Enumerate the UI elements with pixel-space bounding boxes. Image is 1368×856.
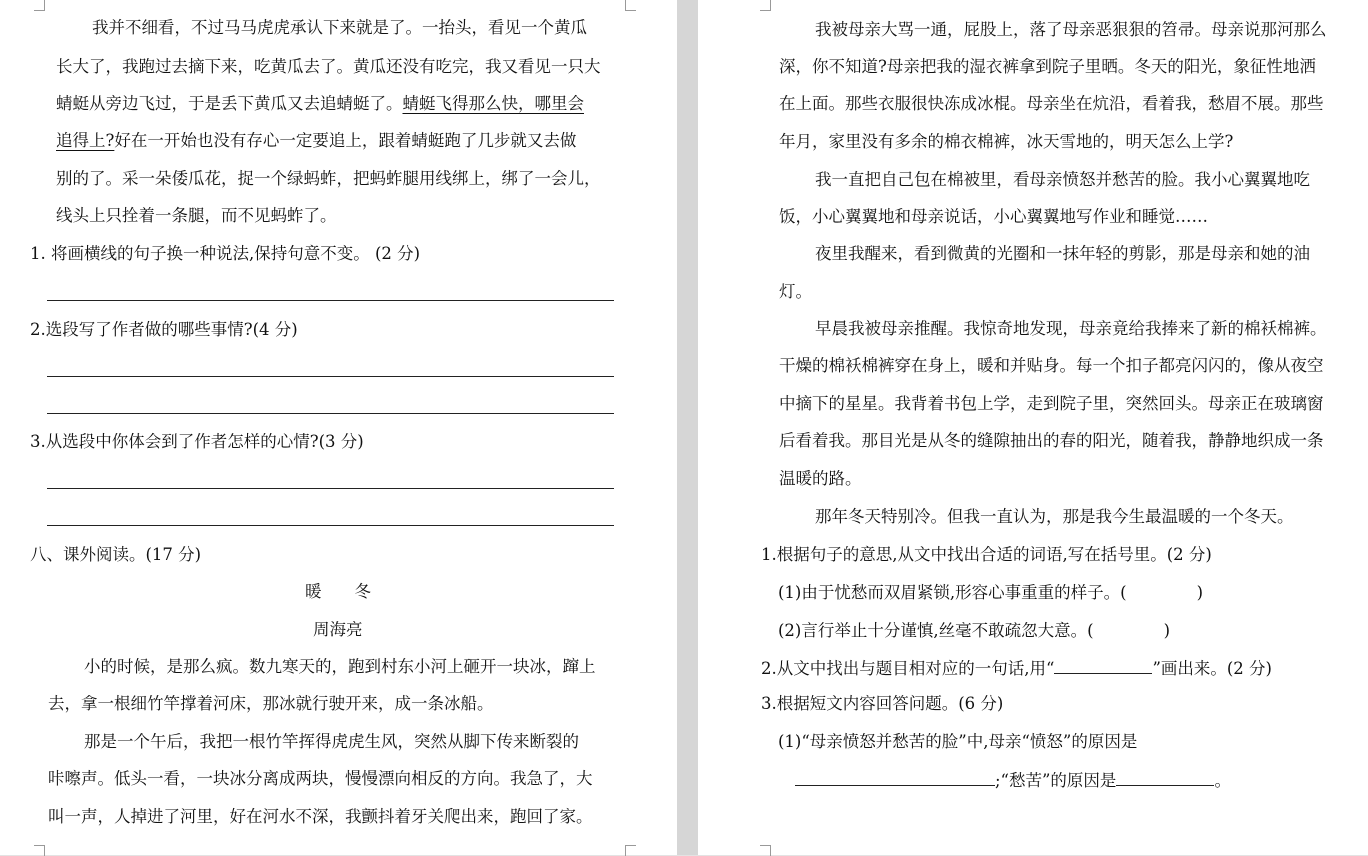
section-heading: 八、课外阅读。(17 分) — [30, 545, 202, 564]
passage-line: 我并不细看，不过马马虎虎承认下来就是了。一抬头，看见一个黄瓜 — [92, 18, 587, 37]
passage-line: 长大了，我跑过去摘下来，吃黄瓜去了。黄瓜还没有吃完，我又看见一只大 — [56, 57, 601, 76]
story-line: 那年冬天特别冷。但我一直认为，那是我今生最温暖的一个冬天。 — [815, 507, 1294, 526]
question-1: 1. 将画横线的句子换一种说法,保持句意不变。 (2 分) — [30, 244, 421, 263]
answer-blank[interactable] — [795, 769, 995, 786]
underlined-sentence: 追得上? — [56, 131, 115, 150]
story-line: 在上面。那些衣服很快冻成冰棍。母亲坐在炕沿，看着我，愁眉不展。那些 — [779, 94, 1324, 113]
article-title: 暖 冬 — [305, 582, 371, 601]
answer-line[interactable] — [47, 488, 614, 489]
story-line: 后看着我。那目光是从冬的缝隙抽出的春的阳光，随着我，静静地织成一条 — [779, 431, 1324, 450]
story-line: 干燥的棉袄棉裤穿在身上，暖和并贴身。每一个扣子都亮闪闪的，像从夜空 — [779, 356, 1324, 375]
story-line: 小的时候，是那么疯。数九寒天的，跑到村东小河上砸开一块冰，蹿上 — [84, 657, 596, 676]
story-line: 灯。 — [779, 282, 812, 301]
story-line: 夜里我醒来，看到微黄的光圈和一抹年轻的剪影，那是母亲和她的油 — [815, 244, 1310, 263]
question-1: 1.根据句子的意思,从文中找出合适的词语,写在括号里。(2 分) — [761, 545, 1212, 564]
story-line: 我一直把自己包在棉被里，看母亲愤怒并愁苦的脸。我小心翼翼地吃 — [815, 170, 1310, 189]
question-3: 3.从选段中你体会到了作者怎样的心情?(3 分) — [30, 432, 364, 451]
question-text: 2.从文中找出与题目相对应的一句话,用“ — [761, 659, 1055, 678]
question-text: ”画出来。(2 分) — [1152, 659, 1272, 678]
passage-text: 蜻蜓从旁边飞过，于是丢下黄瓜又去追蜻蜓了。 — [56, 94, 403, 113]
underline-sample-blank — [1054, 657, 1152, 674]
margin-corner-mark — [625, 0, 636, 11]
story-line: 中摘下的星星。我背着书包上学，走到院子里，突然回头。母亲正在玻璃窗 — [779, 394, 1324, 413]
story-line: 我被母亲大骂一通，屁股上，落了母亲恶狠狠的笤帚。母亲说那河那么 — [815, 20, 1327, 39]
answer-line[interactable] — [47, 376, 614, 377]
margin-corner-mark — [760, 0, 771, 11]
story-line: 咔嚓声。低头一看，一块冰分离成两块，慢慢漂向相反的方向。我急了，大 — [48, 769, 593, 788]
document-page-right — [698, 0, 1368, 855]
question-3-1: (1)“母亲愤怒并愁苦的脸”中,母亲“愤怒”的原因是 — [778, 732, 1138, 751]
story-line: 年月，家里没有多余的棉衣棉裤，冰天雪地的，明天怎么上学? — [779, 132, 1234, 151]
story-line: 早晨我被母亲推醒。我惊奇地发现，母亲竟给我捧来了新的棉袄棉裤。 — [815, 319, 1327, 338]
margin-corner-mark — [625, 845, 636, 856]
question-1-1 — [778, 582, 1203, 603]
answer-blank[interactable] — [1116, 769, 1214, 786]
article-author: 周海亮 — [313, 620, 363, 639]
question-text: (1)由于忧愁而双眉紧锁,形容心事重重的样子。( — [778, 583, 1127, 602]
passage-line: 线头上只拴着一条腿，而不见蚂蚱了。 — [56, 206, 337, 225]
answer-line[interactable] — [47, 300, 614, 301]
question-text: ;“愁苦”的原因是 — [995, 771, 1117, 790]
question-3: 3.根据短文内容回答问题。(6 分) — [761, 694, 1004, 713]
margin-corner-mark — [34, 0, 45, 11]
question-text: 。 — [1214, 771, 1231, 790]
story-line: 深，你不知道?母亲把我的湿衣裤拿到院子里晒。冬天的阳光，象征性地洒 — [779, 57, 1316, 76]
question-2: 2.选段写了作者做的哪些事情?(4 分) — [30, 320, 298, 339]
passage-line — [56, 94, 584, 114]
margin-corner-mark — [760, 845, 771, 856]
story-line: 温暖的路。 — [779, 469, 862, 488]
story-line: 叫一声，人掉进了河里，好在河水不深，我颤抖着牙关爬出来，跑回了家。 — [48, 807, 593, 826]
bracket-answer-blank[interactable] — [1094, 620, 1164, 636]
question-2 — [761, 657, 1272, 679]
answer-line[interactable] — [47, 525, 614, 526]
passage-line — [56, 131, 576, 151]
page-gutter — [677, 0, 698, 855]
story-line: 那是一个午后，我把一根竹竿挥得虎虎生风，突然从脚下传来断裂的 — [84, 732, 579, 751]
story-line: 去，拿一根细竹竿撑着河床，那冰就行驶开来，成一条冰船。 — [48, 694, 494, 713]
question-text: (2)言行举止十分谨慎,丝毫不敢疏忽大意。( — [778, 621, 1094, 640]
bracket-close: ) — [1196, 583, 1203, 602]
underlined-sentence: 蜻蜓飞得那么快，哪里会 — [402, 94, 584, 113]
question-3-1-answer — [795, 769, 1231, 791]
bracket-answer-blank[interactable] — [1127, 582, 1197, 598]
passage-line: 别的了。采一朵倭瓜花，捉一个绿蚂蚱，把蚂蚱腿用线绑上，绑了一会儿， — [56, 169, 601, 188]
margin-corner-mark — [34, 845, 45, 856]
passage-text: 好在一开始也没有存心一定要追上，跟着蜻蜓跑了几步就又去做 — [114, 131, 577, 150]
answer-line[interactable] — [47, 413, 614, 414]
document-page-left — [0, 0, 677, 855]
bracket-close: ) — [1163, 621, 1170, 640]
story-line: 饭，小心翼翼地和母亲说话，小心翼翼地写作业和睡觉…… — [779, 207, 1208, 226]
question-1-2 — [778, 620, 1170, 641]
